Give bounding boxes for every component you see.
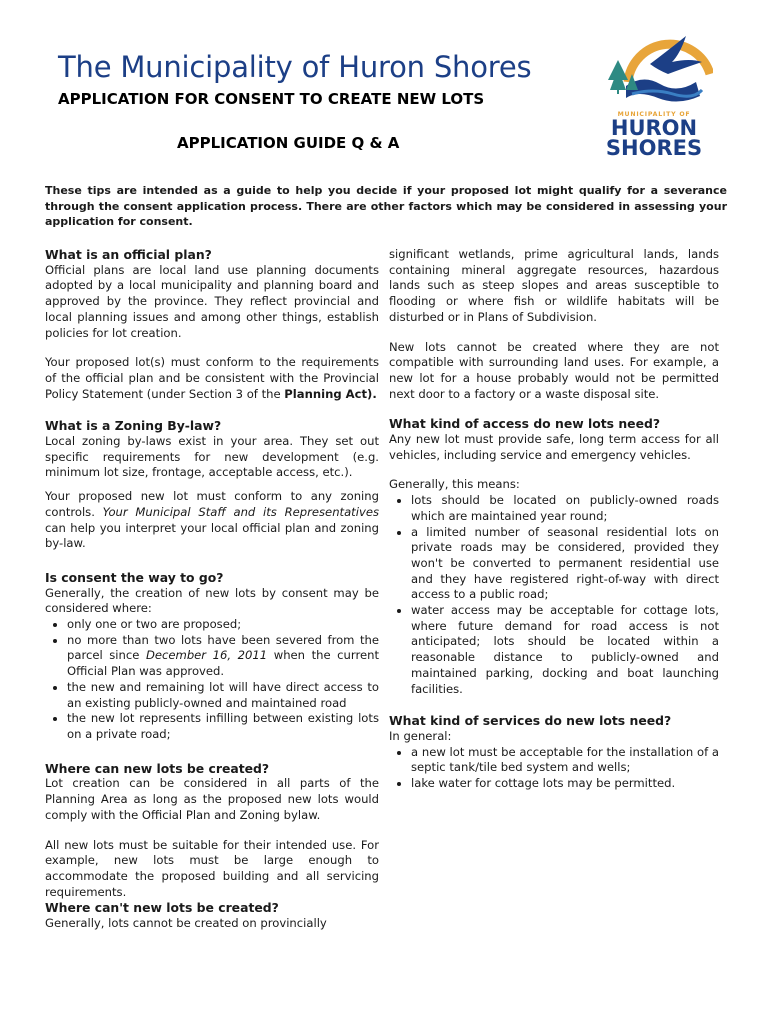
consent-list (45, 617, 379, 743)
access-list (389, 493, 719, 697)
consent-paragraph: Generally, the creation of new lots by consent may be considered where: (45, 585, 379, 616)
cant-continued-paragraph: significant wetlands, prime agricultural lands, lands containing mineral aggregate resources, hazardous lands such as steep slopes and areas susceptible to flooding or where fish or wildlife habitats will be disturbed or in Plans of Subdivision. (389, 247, 719, 324)
list-item: • a new lot must be acceptable for the installation of a septic tank/tile bed system and wells; (411, 745, 719, 776)
application-subtitle: APPLICATION FOR CONSENT TO CREATE NEW LOTS (58, 90, 485, 108)
huron-shores-logo (598, 34, 713, 164)
zoning-conform-paragraph: Your proposed new lot must conform to any zoning controls. Your Municipal Staff and its Representatives can help you interpret your local official plan and zoning by-law. (45, 489, 379, 551)
suitable-paragraph: All new lots must be suitable for their intended use. For example, new lots must be large enough to accommodate the proposed building and all servicing requirements. (45, 837, 379, 899)
services-intro: In general: (389, 728, 452, 743)
list-item: • no more than two lots have been severed from the parcel since December 16, 2011 when the current Official Plan was approved. (67, 633, 379, 680)
list-item: • the new lot represents infilling between existing lots on a private road; (67, 711, 379, 742)
where-paragraph: Lot creation can be considered in all parts of the Planning Area as long as the proposed new lots would comply with the Official Plan and Zoning bylaw. (45, 776, 379, 822)
logo-line2: SHORES (605, 136, 703, 160)
guide-title: APPLICATION GUIDE Q & A (177, 134, 400, 152)
official-plan-conform-paragraph: Your proposed lot(s) must conform to the requirements of the official plan and be consistent with the Provincial Policy Statement (under Section 3 of the Planning Act). (45, 355, 379, 401)
consent-heading: Is consent the way to go? (45, 569, 224, 585)
where-heading: Where can new lots be created? (45, 760, 270, 776)
official-plan-paragraph: Official plans are local land use planning documents adopted by a local municipality and planning board and approved by the province. They reflect provincial and local planning issues and among other things, establish policies for lot creation. (45, 262, 379, 340)
logo-graphic (598, 34, 713, 164)
access-paragraph: Any new lot must provide safe, long term access for all vehicles, including service and emergency vehicles. (389, 432, 719, 462)
list-item: • lake water for cottage lots may be permitted. (411, 776, 719, 792)
cant-heading: Where can't new lots be created? (45, 900, 279, 916)
cant-paragraph: Generally, lots cannot be created on provincially (45, 916, 327, 931)
access-heading: What kind of access do new lots need? (389, 416, 661, 432)
list-item: • lots should be located on publicly-owned roads which are maintained year round; (411, 493, 719, 524)
intro-text: These tips are intended as a guide to help you decide if your proposed lot might qualify for a severance through the consent application process. There are other factors which may be considered in assessing your application for consent. (45, 184, 727, 228)
access-means-text: Generally, this means: (389, 477, 520, 492)
list-item: • a limited number of seasonal residential lots on private roads may be considered, provided they won't be converted to permanent residential use and they have registered right-of-way with direct access to a public road; (411, 525, 719, 604)
logo-small-text: MUNICIPALITY OF (617, 111, 691, 118)
list-item: • only one or two are proposed; (67, 617, 379, 633)
official-plan-heading: What is an official plan? (45, 247, 212, 262)
zoning-paragraph: Local zoning by-laws exist in your area. They set out specific requirements for new development (e.g. minimum lot size, frontage, acceptable access, etc.). (45, 434, 379, 480)
services-list (389, 745, 719, 792)
right-column (389, 247, 719, 792)
compatibility-paragraph: New lots cannot be created where they are not compatible with surrounding land uses. For example, a new lot for a house probably would not be permitted next door to a factory or a waste disposal site. (389, 339, 719, 401)
logo-line1: HURON (610, 116, 698, 140)
services-heading: What kind of services do new lots need? (389, 713, 672, 729)
list-item: • the new and remaining lot will have direct access to an existing publicly-owned and maintained road (67, 680, 379, 711)
zoning-heading: What is a Zoning By-law? (45, 418, 222, 434)
page-title: The Municipality of Huron Shores (58, 50, 532, 84)
left-column (45, 247, 379, 932)
list-item: • water access may be acceptable for cottage lots, where future demand for road access is not anticipated; lots should be located within a reasonable distance to publicly-owned and maintained parking, docking and boat launching facilities. (411, 603, 719, 697)
